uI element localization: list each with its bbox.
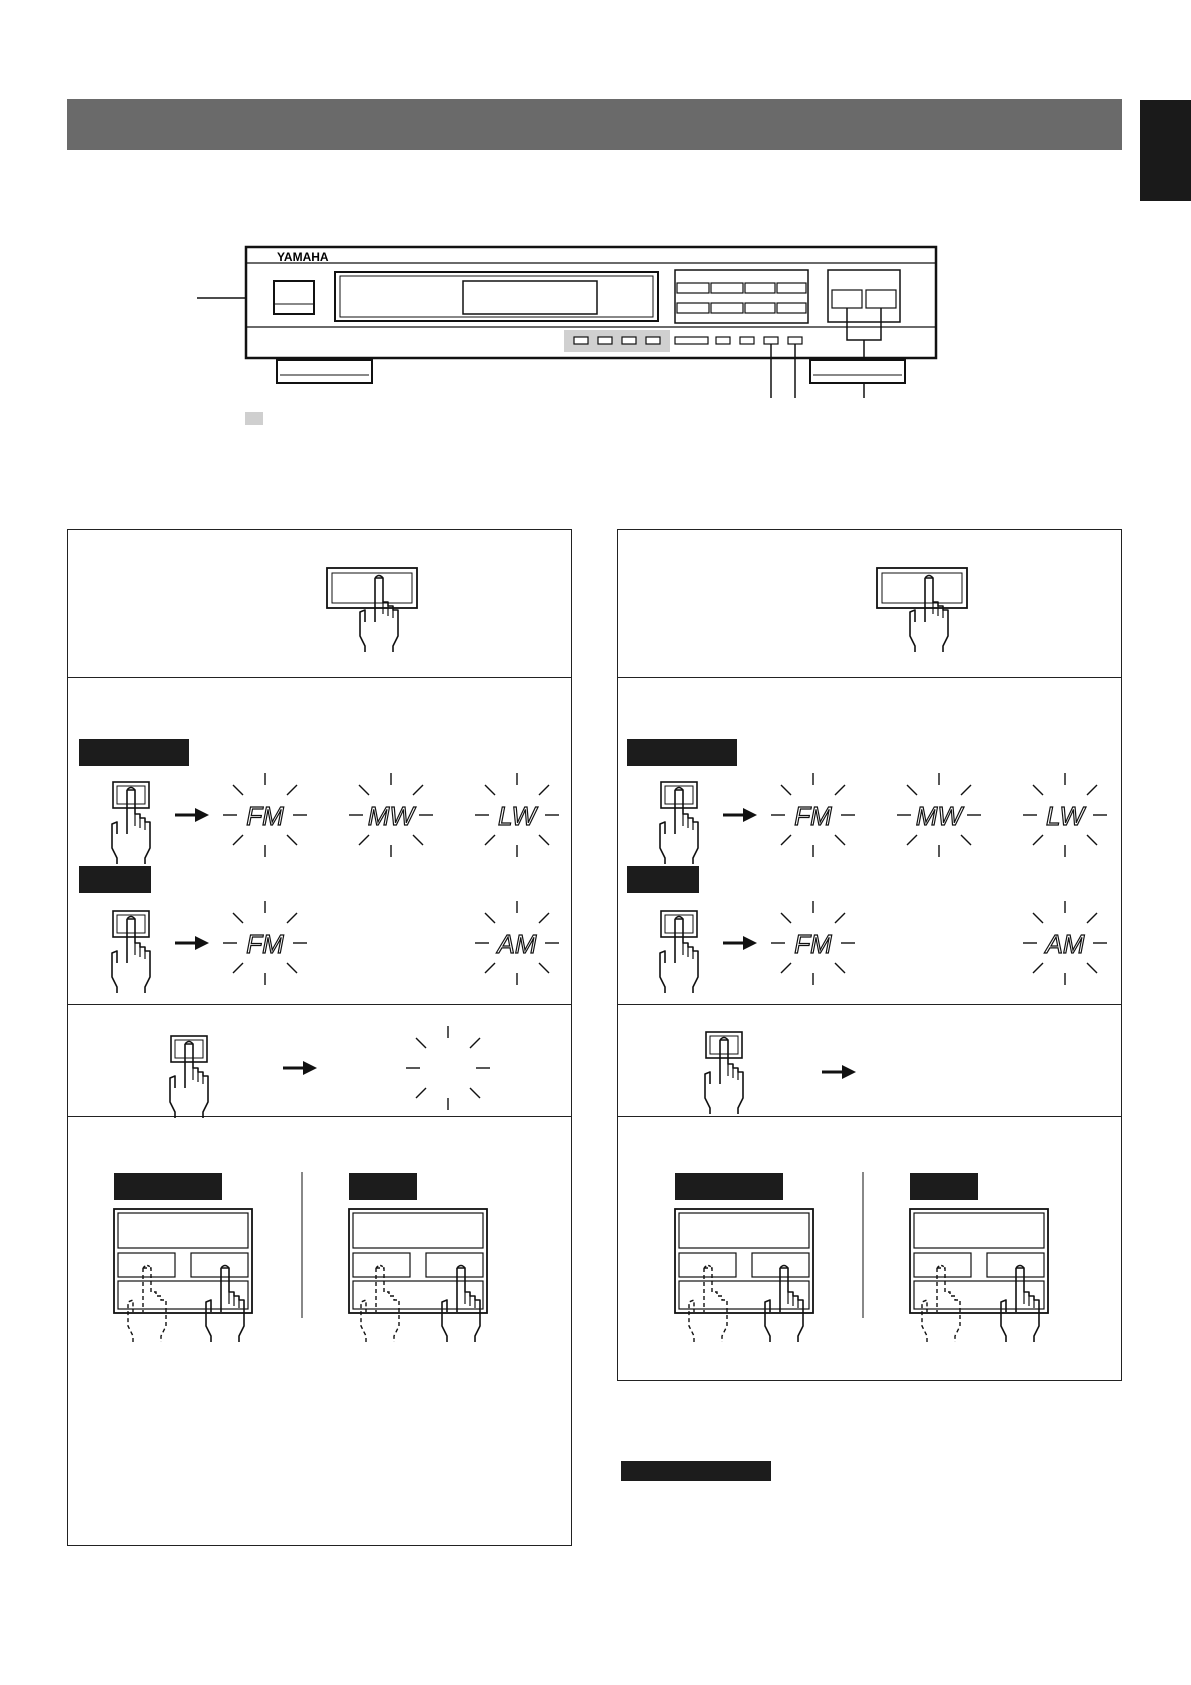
right-arrow-icon [723,808,757,822]
brand-logo: YAMAHA [277,250,329,264]
left-step4-panel-b [349,1209,487,1313]
band-display-lw: LW [497,801,537,831]
band-display-lw: LW [1045,801,1085,831]
band-display-am: AM [1045,929,1085,959]
blinking-indicator-icon [406,1026,490,1110]
right-arrow-icon [723,936,757,950]
right-arrow-icon [822,1065,856,1079]
right-arrow-icon [283,1061,317,1075]
right-arrow-icon [175,936,209,950]
band-display-am: AM [497,929,537,959]
band-display-fm: FM [794,929,832,959]
band-display-fm: FM [794,801,832,831]
right-step4-panel-b [910,1209,1048,1313]
right-arrow-icon [175,808,209,822]
right-step1-button [877,568,967,652]
band-display-fm: FM [246,801,284,831]
left-step4-panel-a [114,1209,252,1313]
band-display-mw: MW [915,801,963,831]
band-display-mw: MW [367,801,415,831]
right-step4-panel-a [675,1209,813,1313]
left-step1-button [327,568,417,652]
band-display-fm: FM [246,929,284,959]
